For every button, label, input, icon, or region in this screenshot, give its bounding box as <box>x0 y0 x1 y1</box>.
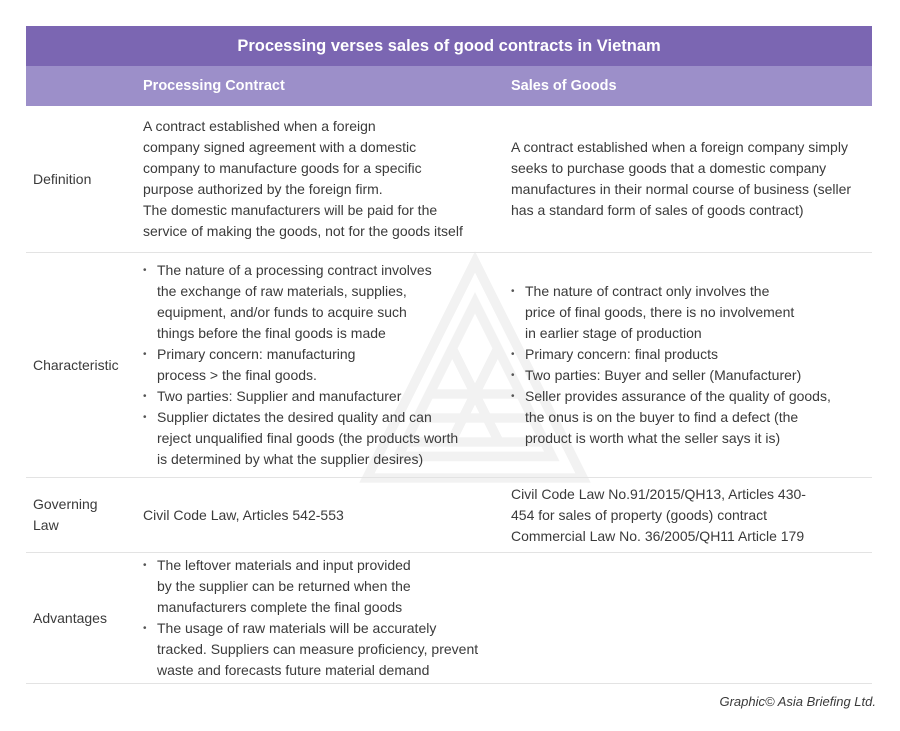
cell-advantages-processing <box>143 553 493 683</box>
list-item: • The nature of a processing contract involves the exchange of raw materials, supplies, equipment, and/or funds to acquire such things before the final goods is made <box>143 260 493 344</box>
row-label-definition: Definition <box>33 170 92 187</box>
cell-governing-law-sales <box>511 478 866 552</box>
characteristic-sales-list <box>511 281 866 449</box>
list-item: • Two parties: Supplier and manufacturer <box>143 386 493 407</box>
header-processing-contract: Processing Contract <box>143 78 285 94</box>
table-row-characteristic <box>26 253 872 478</box>
definition-processing-text: A contract established when a foreign company signed agreement with a domestic company to manufacture goods for a specific purpose authorized by the foreign firm. The domestic manufacturers will be paid for the service of making the goods, not for the goods itself <box>143 118 463 239</box>
cell-governing-law-processing <box>143 478 493 552</box>
table-row-governing-law <box>26 478 872 553</box>
table-row-definition <box>26 106 872 253</box>
list-item: • Two parties: Buyer and seller (Manufacturer) <box>511 365 866 386</box>
comparison-table <box>26 26 872 684</box>
table-row-advantages <box>26 553 872 684</box>
characteristic-processing-list <box>143 260 493 470</box>
cell-characteristic-sales <box>511 253 866 477</box>
cell-advantages-sales <box>511 553 866 683</box>
list-item: • The leftover materials and input provided by the supplier can be returned when the manufacturers complete the final goods <box>143 555 493 618</box>
advantages-processing-list <box>143 555 493 681</box>
list-item: • Seller provides assurance of the quality of goods, the onus is on the buyer to find a defect (the product is worth what the seller says it is) <box>511 386 866 449</box>
table-title: Processing verses sales of good contracts in Vietnam <box>26 26 872 66</box>
governing-law-label-text: Governing Law <box>33 496 98 533</box>
cell-definition-processing <box>143 106 493 252</box>
header-sales-of-goods: Sales of Goods <box>511 78 617 94</box>
list-item: • The nature of contract only involves the price of final goods, there is no involvement in earlier stage of production <box>511 281 866 344</box>
cell-definition-sales <box>511 106 866 252</box>
row-label-advantages: Advantages <box>33 609 107 626</box>
definition-sales-text: A contract established when a foreign company simply seeks to purchase goods that a domestic company manufactures in their normal course of business (seller has a standard form of sales of goods contract) <box>511 139 852 218</box>
list-item: • Primary concern: manufacturing process > the final goods. <box>143 344 493 386</box>
list-item: • Supplier dictates the desired quality and can reject unqualified final goods (the products worth is determined by what the supplier desires) <box>143 407 493 470</box>
list-item: • Primary concern: final products <box>511 344 866 365</box>
row-label-governing-law <box>33 478 133 552</box>
governing-law-sales-text: Civil Code Law No.91/2015/QH13, Articles 430- 454 for sales of property (goods) contract Commercial Law No. 36/2005/QH11 Article 179 <box>511 485 806 544</box>
list-item: • The usage of raw materials will be accurately tracked. Suppliers can measure proficiency, prevent waste and forecasts future material demand <box>143 618 493 681</box>
cell-characteristic-processing <box>143 253 493 477</box>
graphic-credit: Graphic© Asia Briefing Ltd. <box>719 694 876 709</box>
table-header-row <box>26 66 872 106</box>
row-label-characteristic: Characteristic <box>33 356 119 373</box>
governing-law-processing-text: Civil Code Law, Articles 542-553 <box>143 506 344 523</box>
